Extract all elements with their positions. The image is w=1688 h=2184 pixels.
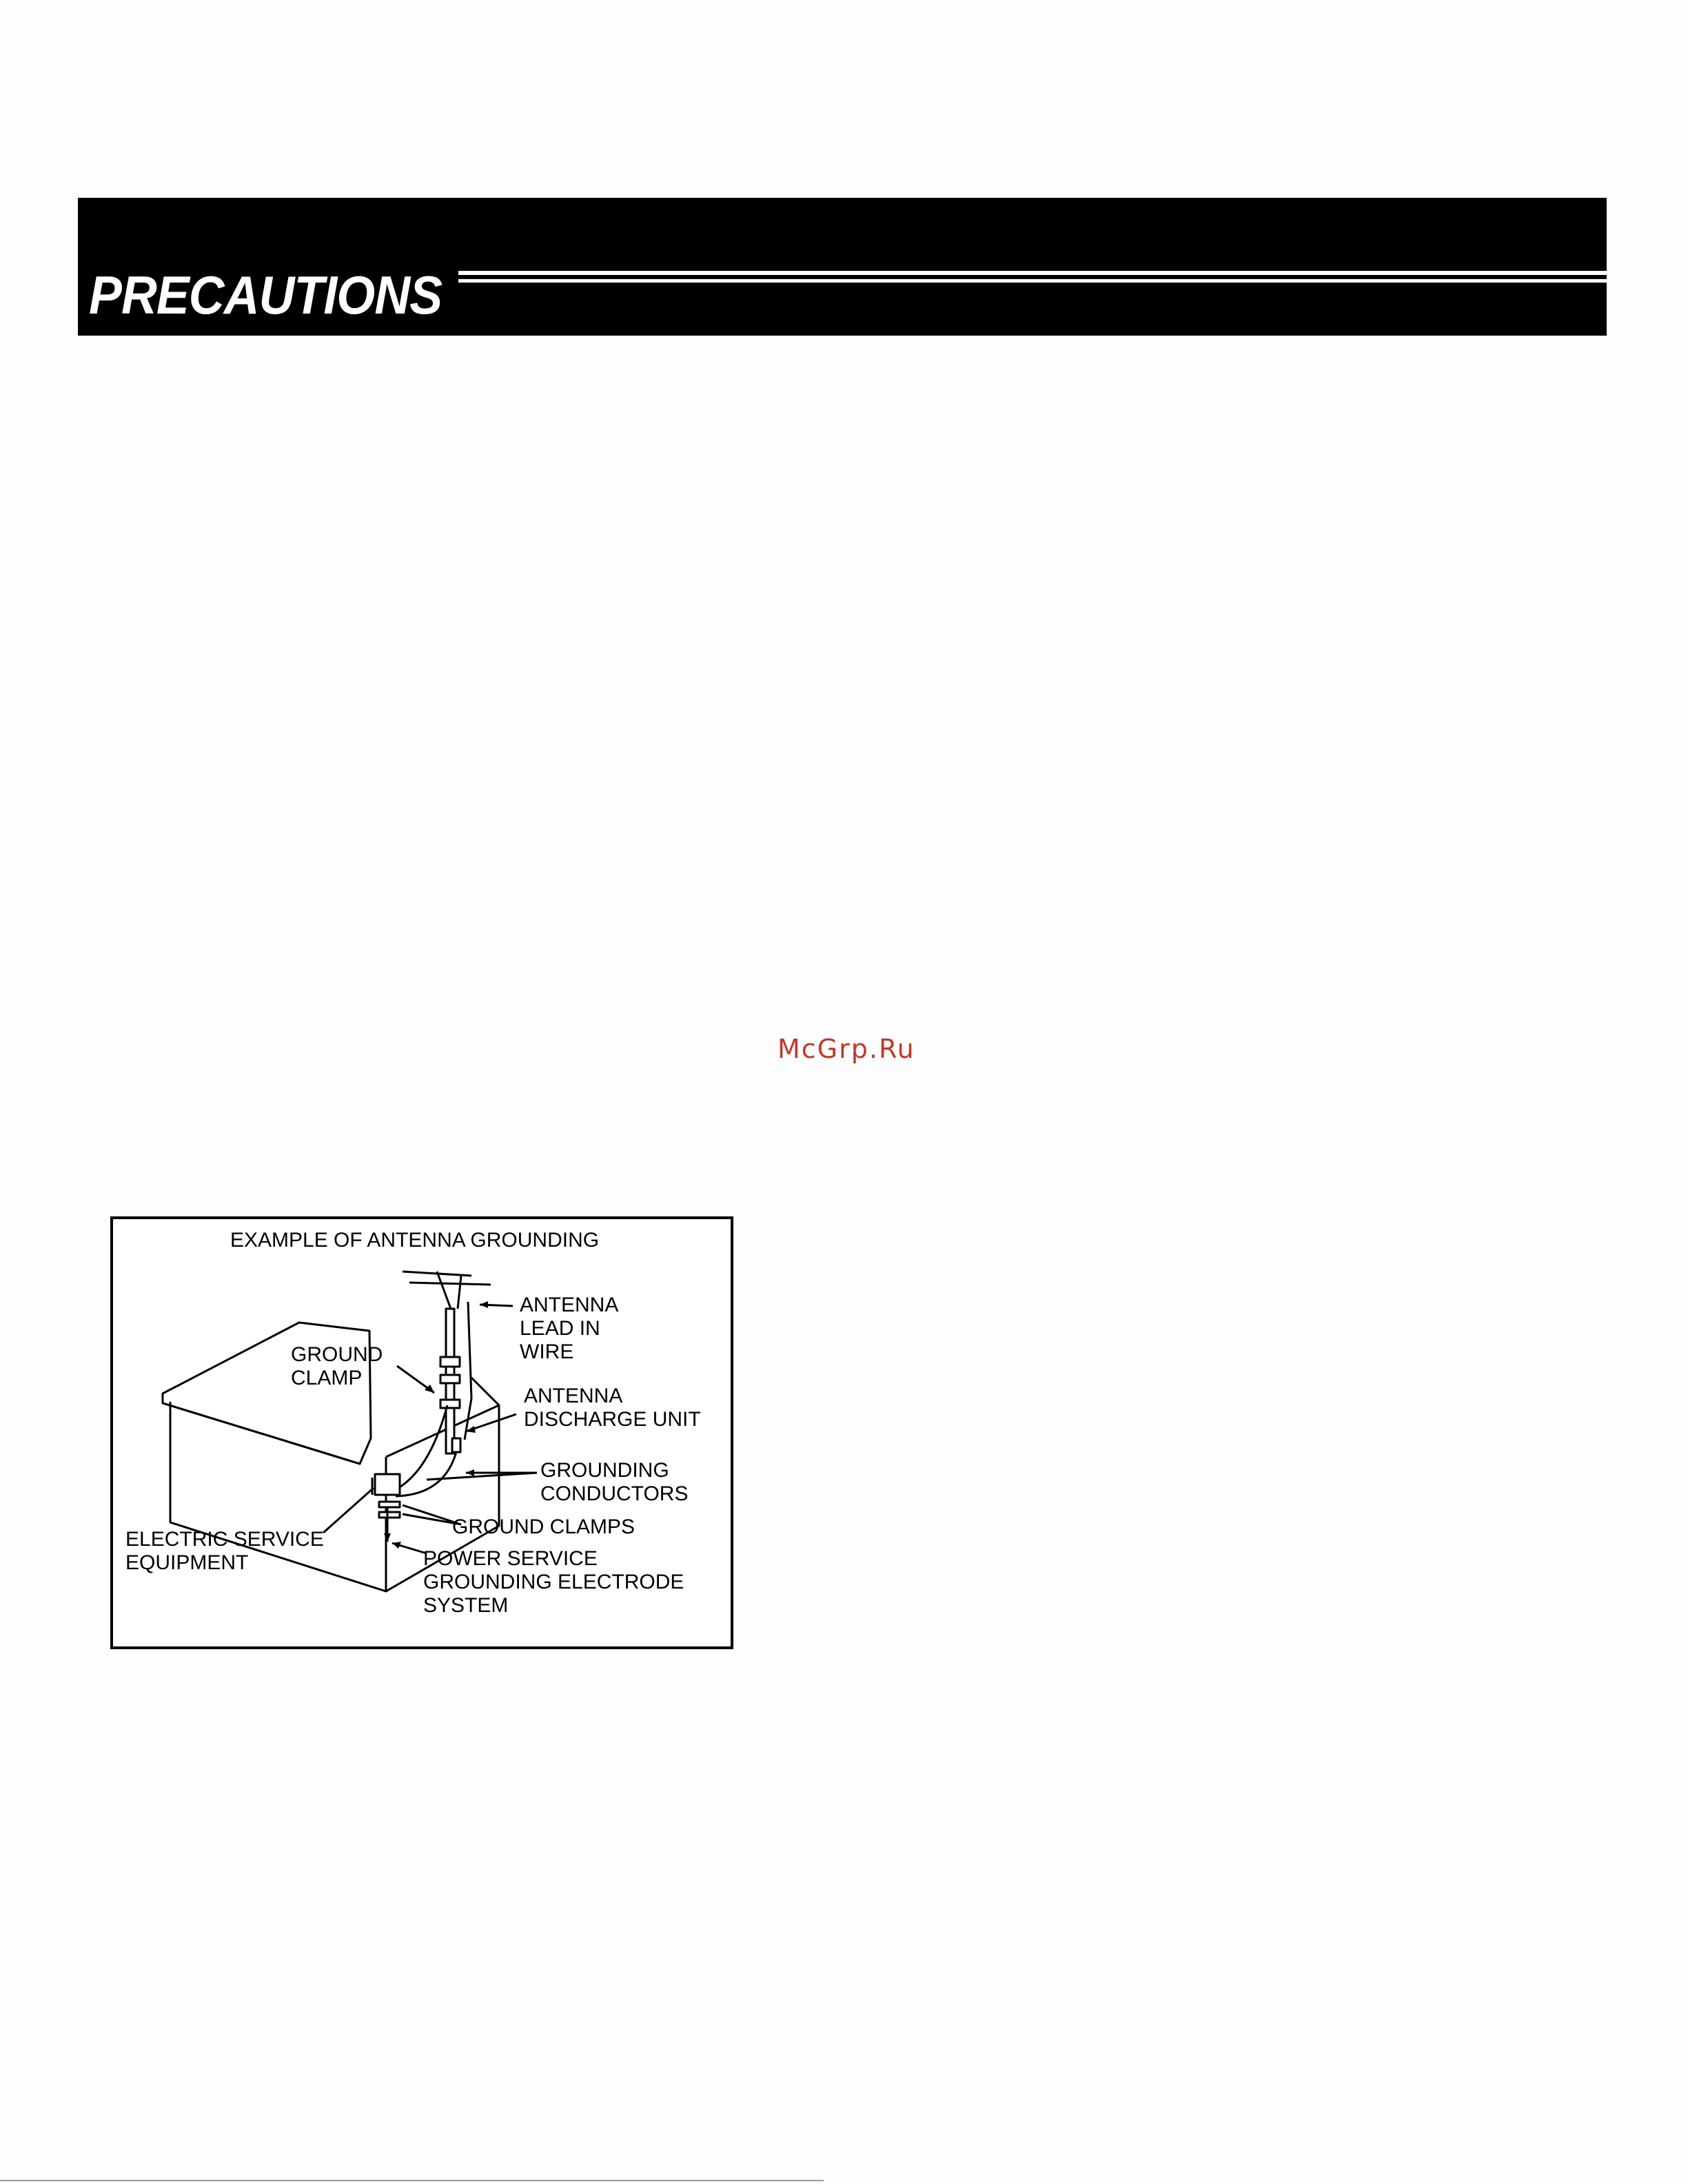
watermark-text: McGrp.Ru [777,1034,915,1064]
footer-divider [0,2180,824,2181]
header-rule-top [458,271,1607,275]
label-antenna-lead-in-wire: ANTENNA LEAD IN WIRE [520,1294,619,1363]
label-ground-clamps: GROUND CLAMPS [452,1515,635,1538]
label-grounding-conductors: GROUNDING CONDUCTORS [540,1459,689,1505]
label-antenna-discharge-unit: ANTENNA DISCHARGE UNIT [524,1385,701,1431]
label-electric-service-equipment: ELECTRIC SERVICE EQUIPMENT [125,1528,324,1574]
label-power-service-grounding: POWER SERVICE GROUNDING ELECTRODE SYSTEM [423,1547,684,1617]
figure-title: EXAMPLE OF ANTENNA GROUNDING [230,1229,600,1252]
antenna-grounding-figure [110,1216,733,1649]
page-title: PRECAUTIONS [89,265,443,325]
header-rule-bottom [458,279,1607,283]
header-bar [78,198,1607,336]
label-ground-clamp: GROUND CLAMP [291,1343,383,1389]
